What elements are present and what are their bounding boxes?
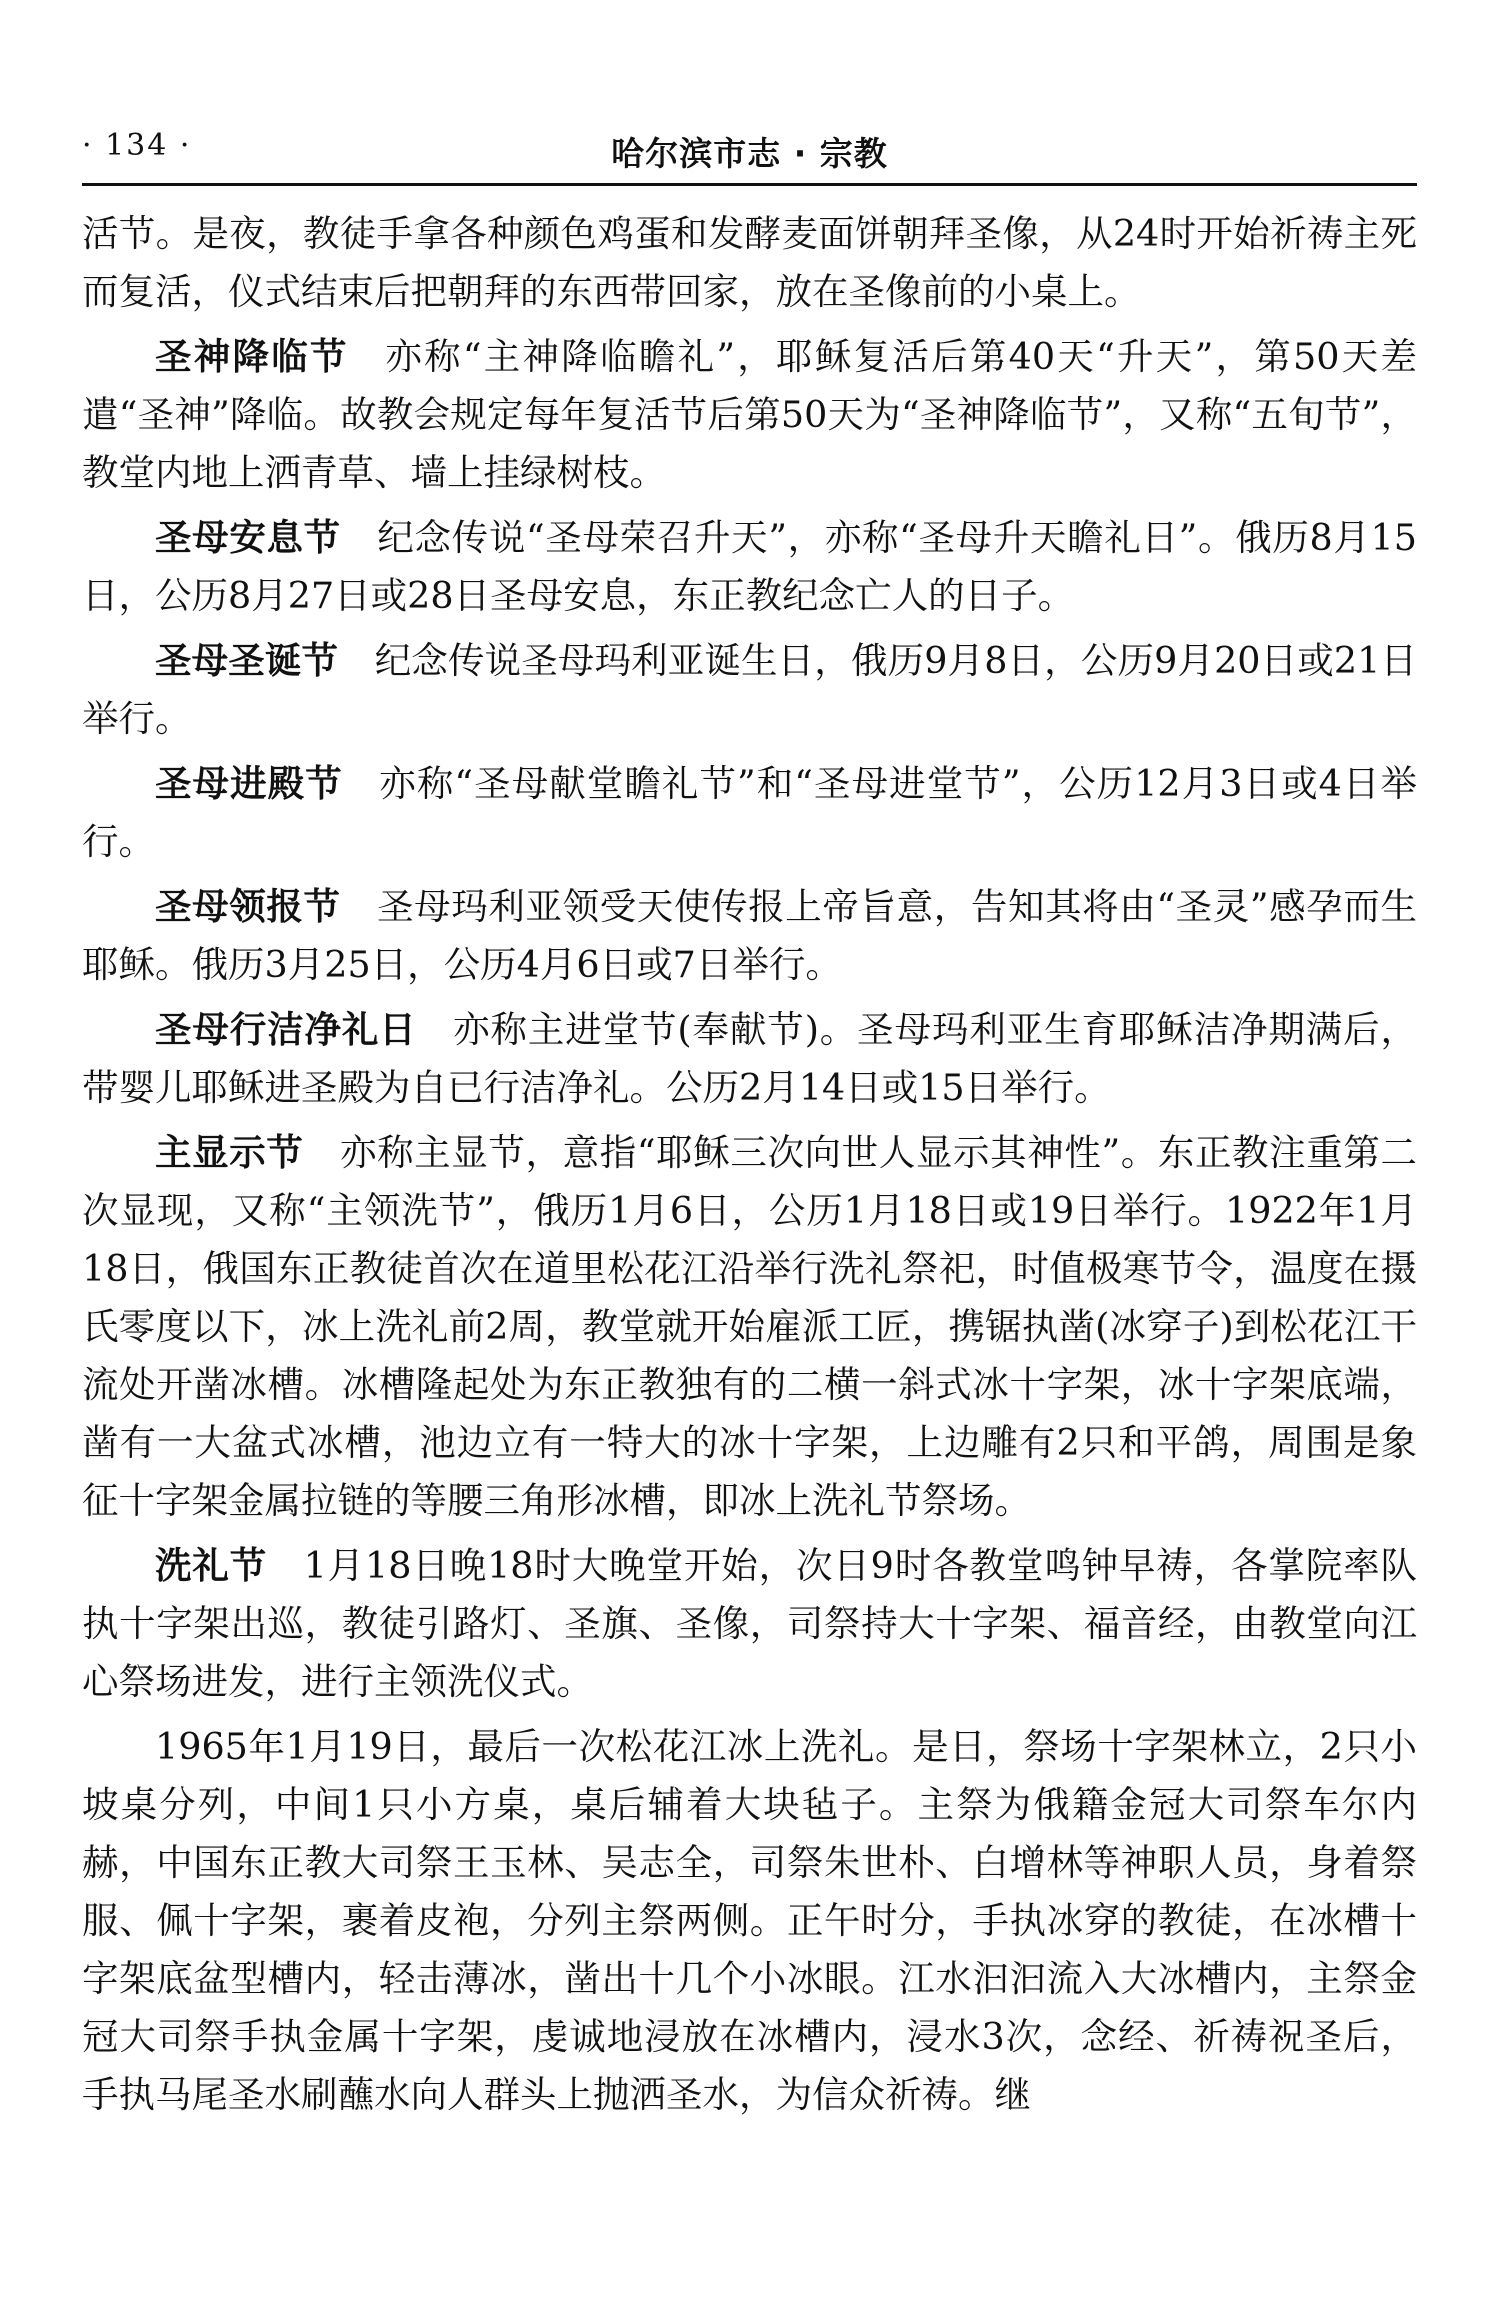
paragraph-text: 1月18日晚18时大晚堂开始，次日9时各教堂鸣钟早祷，各掌院率队执十字架出巡，教徒引路灯、圣旗、圣像，司祭持大十字架、福音经，由教堂向江心祭场进发，进行主领洗仪式。 xyxy=(82,1544,1417,1703)
term-heading: 圣神降临节 xyxy=(155,335,349,378)
paragraph-dormition xyxy=(82,509,1417,625)
body-text xyxy=(82,205,1417,2131)
term-heading: 圣母行洁净礼日 xyxy=(155,1008,417,1051)
paragraph-text: 1965年1月19日，最后一次松花江冰上洗礼。是日，祭场十字架林立，2只小坡桌分列，中间1只小方桌，桌后辅着大块毡子。主祭为俄籍金冠大司祭车尔内赫，中国东正教大司祭王玉林、吴志全，司祭朱世朴、白增林等神职人员，身着祭服、佩十字架，裹着皮袍，分列主祭两侧。正午时分，手执冰穿的教徒，在冰槽十字架底盆型槽内，轻击薄冰，凿出十几个小冰眼。江水汩汩流入大冰槽内，主祭金冠大司祭手执金属十字架，虔诚地浸放在冰槽内，浸水3次，念经、祈祷祝圣后，手执马尾圣水刷蘸水向人群头上抛洒圣水，为信众祈祷。继 xyxy=(82,1725,1417,2116)
paragraph-text: 亦称“主神降临瞻礼”，耶稣复活后第40天“升天”，第50天差遣“圣神”降临。故教会规定每年复活节后第50天为“圣神降临节”，又称“五旬节”，教堂内地上洒青草、墙上挂绿树枝。 xyxy=(82,335,1418,494)
term-heading: 洗礼节 xyxy=(155,1544,268,1587)
paragraph-text: 纪念传说圣母玛利亚诞生日，俄历9月8日，公历9月20日或21日举行。 xyxy=(82,639,1418,740)
term-heading: 圣母进殿节 xyxy=(155,762,343,805)
paragraph-text: 亦称主显节，意指“耶稣三次向世人显示其神性”。东正教注重第二次显现，又称“主领洗节”，俄历1月6日，公历1月18日或19日举行。1922年1月18日，俄国东正教徒首次在道里松花江沿举行洗礼祭祀，时值极寒节令，温度在摄氏零度以下，冰上洗礼前2周，教堂就开始雇派工匠，携锯执凿(冰穿子)到松花江干流处开凿冰槽。冰槽隆起处为东正教独有的二横一斜式冰十字架，冰十字架底端，凿有一大盆式冰槽，池边立有一特大的冰十字架，上边雕有2只和平鸽，周围是象征十字架金属拉链的等腰三角形冰槽，即冰上洗礼节祭场。 xyxy=(82,1131,1417,1522)
paragraph-text: 活节。是夜，教徒手拿各种颜色鸡蛋和发酵麦面饼朝拜圣像，从24时开始祈祷主死而复活，仪式结束后把朝拜的东西带回家，放在圣像前的小桌上。 xyxy=(82,212,1417,313)
paragraph-text: 纪念传说“圣母荣召升天”，亦称“圣母升天瞻礼日”。俄历8月15日，公历8月27日或28日圣母安息，东正教纪念亡人的日子。 xyxy=(82,516,1418,617)
term-heading: 主显示节 xyxy=(155,1131,304,1174)
paragraph-text: 亦称“圣母献堂瞻礼节”和“圣母进堂节”，公历12月3日或4日举行。 xyxy=(82,762,1418,863)
paragraph-1965-ceremony xyxy=(82,1718,1417,2124)
term-heading: 圣母领报节 xyxy=(155,885,341,928)
paragraph-continuation xyxy=(82,205,1417,321)
page-number: · 134 · xyxy=(82,128,192,163)
running-title: 哈尔滨市志 · 宗教 xyxy=(611,134,888,173)
term-heading: 圣母圣诞节 xyxy=(155,639,339,682)
paragraph-purification xyxy=(82,1001,1417,1117)
paragraph-annunciation xyxy=(82,878,1417,994)
paragraph-text: 圣母玛利亚领受天使传报上帝旨意，告知其将由“圣灵”感孕而生耶稣。俄历3月25日，公历4月6日或7日举行。 xyxy=(82,885,1417,986)
paragraph-pentecost xyxy=(82,328,1417,502)
header-rule xyxy=(82,183,1417,186)
page-header xyxy=(82,128,1417,172)
paragraph-nativity-of-mary xyxy=(82,632,1417,748)
term-heading: 圣母安息节 xyxy=(155,516,341,559)
paragraph-text: 亦称主进堂节(奉献节)。圣母玛利亚生育耶稣洁净期满后，带婴儿耶稣进圣殿为自已行洁净礼。公历2月14日或15日举行。 xyxy=(82,1008,1417,1109)
paragraph-epiphany xyxy=(82,1124,1417,1530)
paragraph-baptism xyxy=(82,1537,1417,1711)
paragraph-presentation-of-mary xyxy=(82,755,1417,871)
